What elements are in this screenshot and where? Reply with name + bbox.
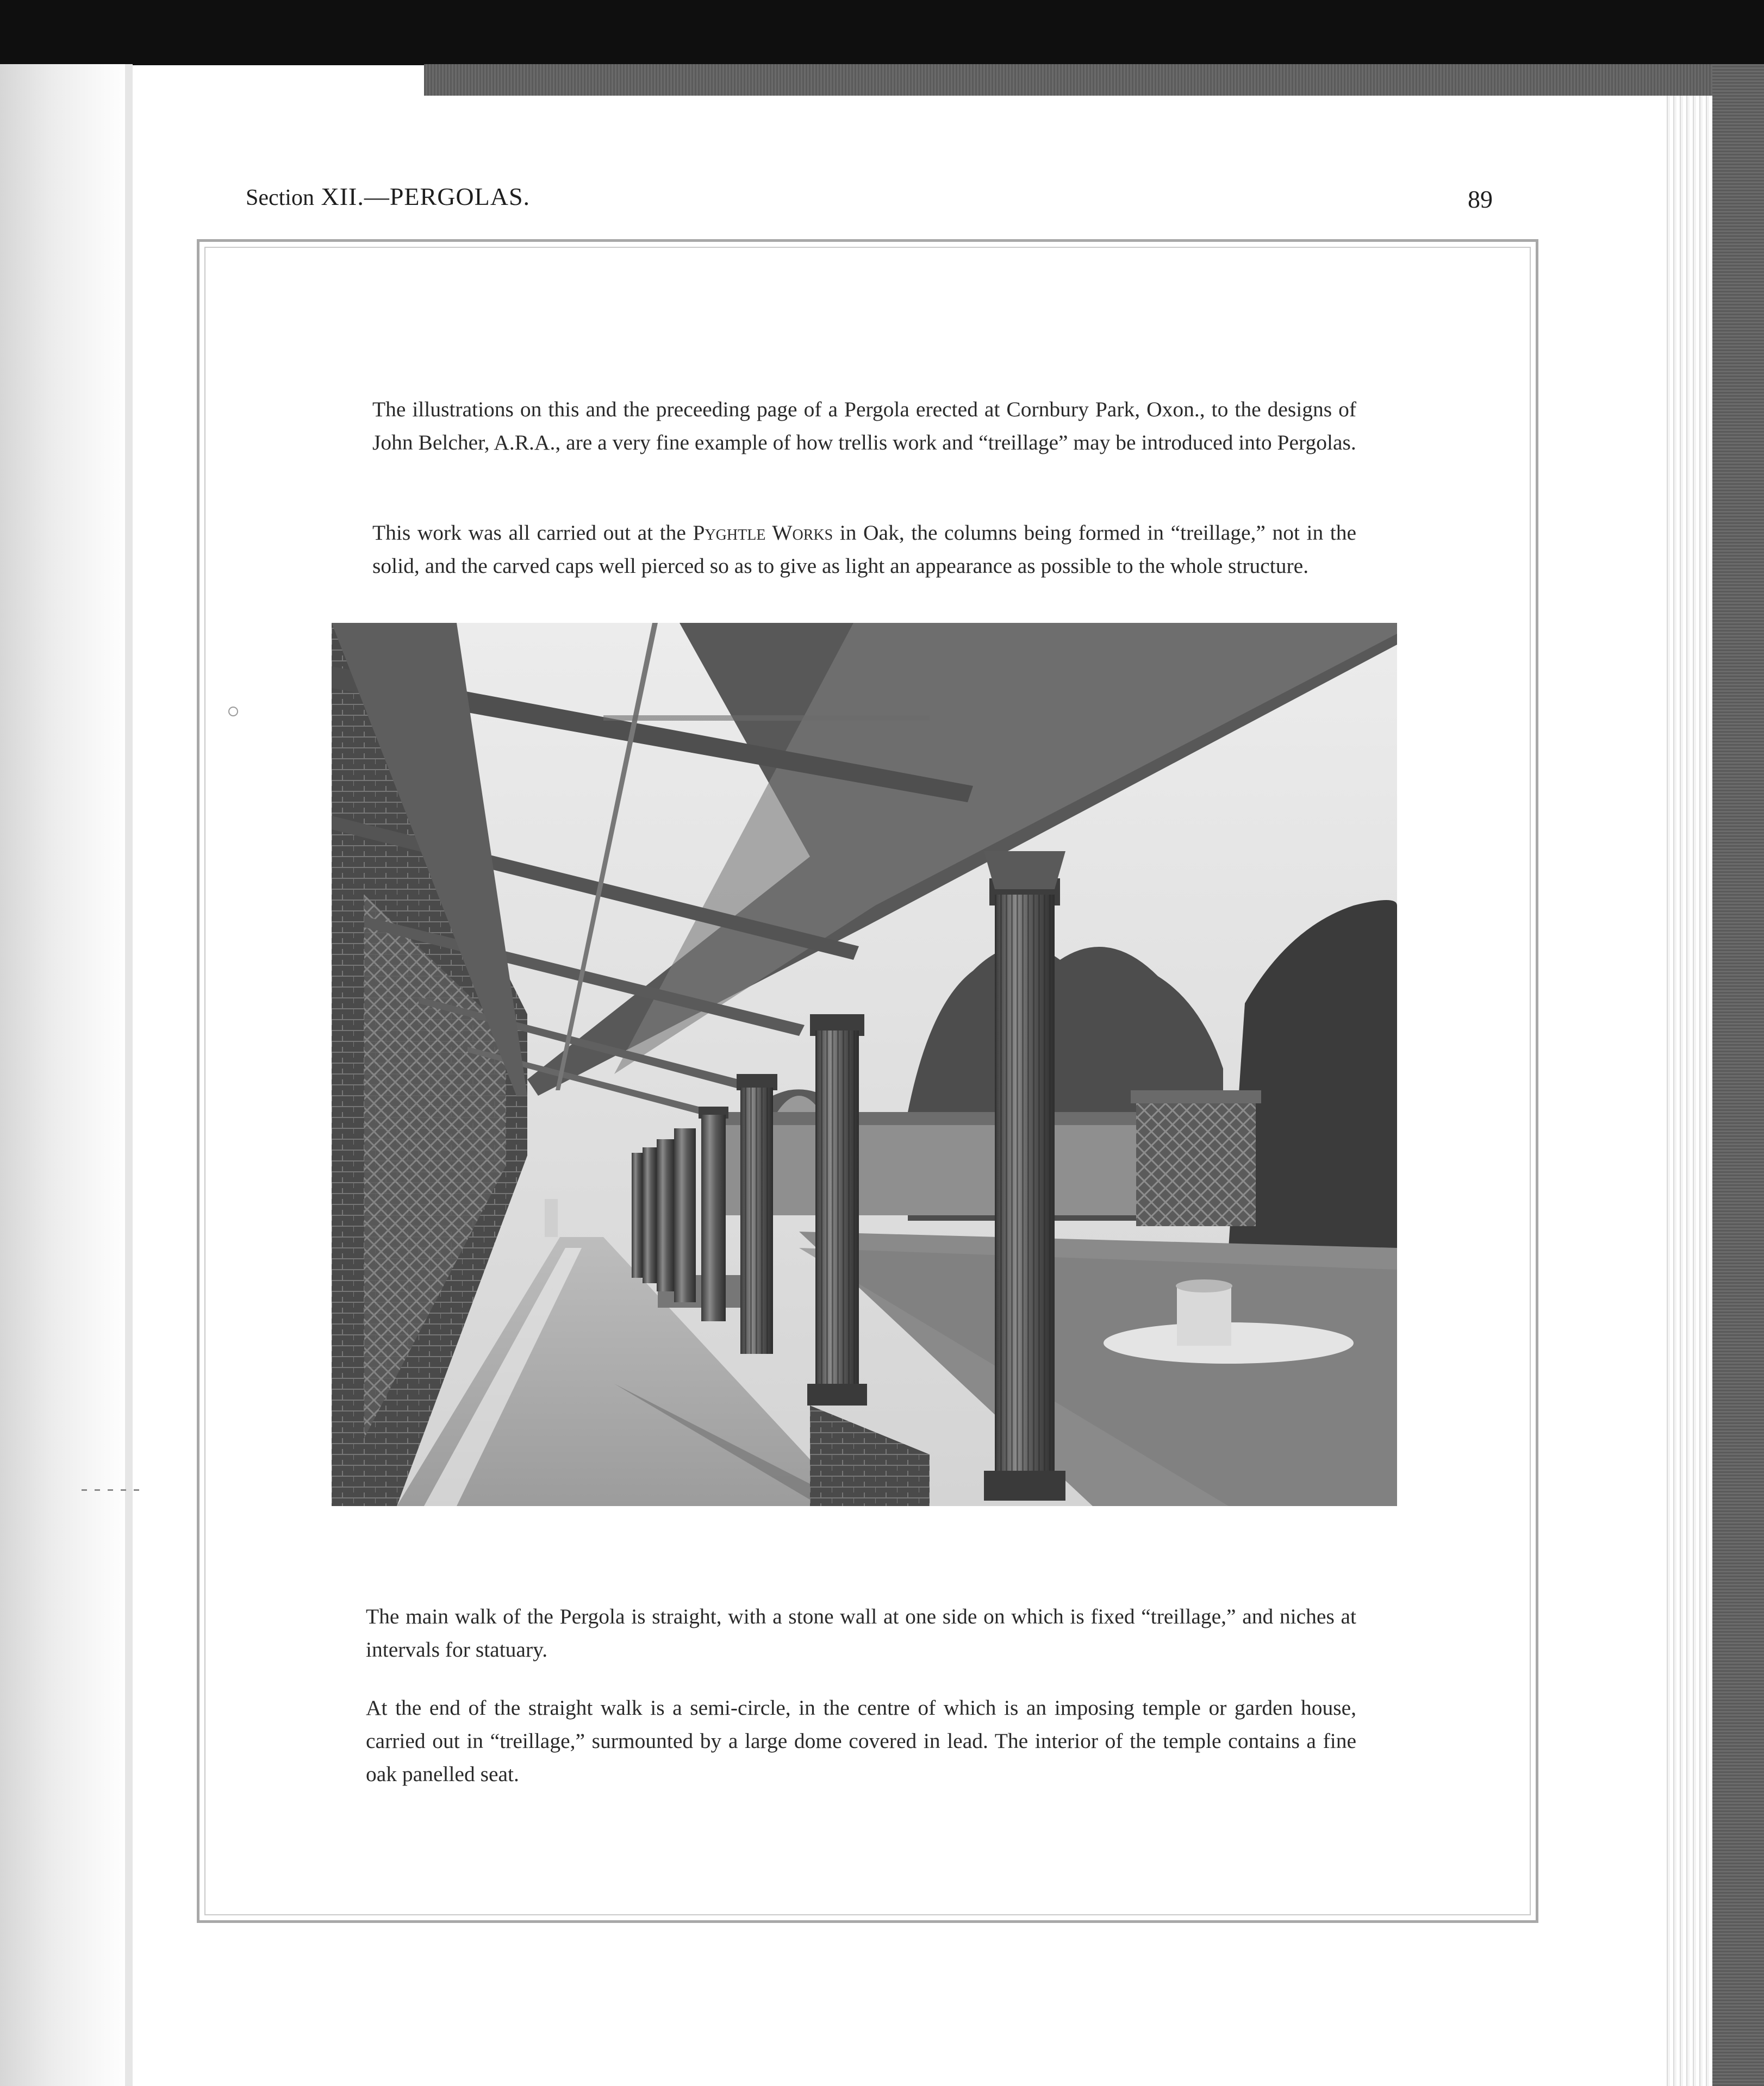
paragraph-construction-end: in Oak, the columns being formed in “treillage,” not in the solid, and the carved caps well pierced so as to give as light an appearance as possible to the whole structure.	[372, 520, 1356, 578]
book-cover-side	[1712, 64, 1764, 2086]
book-cover-edge	[424, 64, 1734, 96]
section-title: XII.—PERGOLAS.	[321, 183, 531, 210]
page-number: 89	[1468, 185, 1493, 213]
paragraph-intro: The illustrations on this and the preceeding page of a Pergola erected at Cornbury Park, Oxon., to the designs of John Belcher, A.R.A., are a very fine example of how trellis work and “treillage” may be introduced into Pergolas.	[372, 397, 1356, 454]
scan-speck	[228, 707, 238, 716]
paragraph-temple: At the end of the straight walk is a semi-circle, in the centre of which is an imposing temple or garden house, carried out in “treillage,” surmounted by a large dome covered in lead. The interior of the temple contains a fine oak panelled seat.	[366, 1695, 1356, 1786]
pyghtle-works-name: Pyghtle Works	[693, 520, 833, 545]
page-edges	[1663, 96, 1712, 2086]
gutter-shadow	[125, 64, 133, 2086]
paragraph-construction	[372, 516, 1356, 583]
section-label: Section	[246, 185, 314, 210]
paragraph-construction-start: This work was all carried out at the	[372, 520, 693, 545]
pergola-photograph	[332, 623, 1397, 1506]
scan-mark	[82, 1489, 147, 1491]
scan-background-top	[0, 0, 1764, 65]
running-head	[246, 182, 530, 211]
facing-page	[0, 64, 130, 2086]
paragraph-main-walk: The main walk of the Pergola is straight, with a stone wall at one side on which is fixed “treillage,” and niches at intervals for statuary.	[366, 1604, 1356, 1662]
